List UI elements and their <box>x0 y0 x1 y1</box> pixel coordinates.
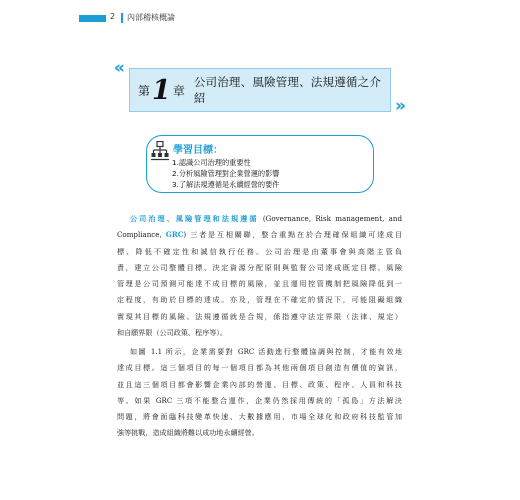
chapter-prefix: 第 <box>138 83 151 98</box>
text-line: 強等挑戰，造成組織將難以成功地永續經營。 <box>117 428 259 438</box>
running-title: 內部稽核概論 <box>127 13 175 22</box>
text-line: 管理是公司預測可能達不成目標的風險，並且運用控管機制把風險降低到一 <box>117 279 402 289</box>
text-line: Compliance, GRC) 三者是互相關聯，整合重點在於合理確保組織可達成目 <box>117 230 402 240</box>
chapter-suffix: 章 <box>172 83 185 98</box>
chapter-heading <box>129 68 391 112</box>
org-chart-icon <box>151 141 169 161</box>
header-accent-bar <box>79 15 106 22</box>
chapter-title: 公司治理、風險管理、法規遵循之介紹 <box>193 75 382 105</box>
chevron-left-icon: « <box>114 58 125 78</box>
text-line: 公司治理、風險管理和法規遵循 (Governance, Risk management, and <box>130 214 402 223</box>
chevron-right-icon: » <box>395 96 406 116</box>
text-line: 並且這三個項目都會影響企業內部的營運、目標、政策、程序、人員和科技 <box>117 379 402 389</box>
learning-objectives-box <box>146 135 374 193</box>
objective-item: 3.了解法規遵循是永續經營的要件 <box>172 180 280 189</box>
objectives-list <box>172 157 279 190</box>
text-line: 責，建立公司整體目標、決定資源分配原則與監督公司達成既定目標。風險 <box>117 262 402 272</box>
key-term-highlight: GRC <box>165 230 184 240</box>
text-line: 如圖 1.1 所示，企業需要對 GRC 活動進行整體協調與控制，才能有效地 <box>130 347 402 356</box>
text-line: 問題，將會面臨科技變革快速、大數據應用、市場全球化和政府科技監管加 <box>117 412 402 422</box>
text-line: 達成目標。這三個項目的每一個項目都為其他兩個項目創造有價值的資訊， <box>117 363 402 373</box>
objectives-title: 學習目標： <box>173 145 223 156</box>
text-line: 定程度，有助於目標的達成。亦及，管理在不確定的情況下，可能阻礙組織 <box>117 295 402 305</box>
page-number: 2 <box>110 12 116 21</box>
header-separator <box>121 13 123 23</box>
chapter-number: 1 <box>152 74 171 106</box>
text-line: 等。如果 GRC 三項不能整合運作，企業仍然採用傳統的「孤島」方法解決 <box>117 395 402 405</box>
objective-item: 1.認識公司治理的重要性 <box>172 158 251 167</box>
text-line: 實現其目標的風險。法規遵循就是合規，係指遵守法定界限（法律、規定） <box>117 311 402 321</box>
paragraph-2 <box>117 344 402 442</box>
objective-item: 2.分析風險管理對企業營運的影響 <box>172 169 280 178</box>
key-term-highlight: 公司治理、風險管理和法規遵循 <box>130 214 259 223</box>
text-line: 標、降低不確定性和誠信執行任務。公司治理是由董事會與高階主管負 <box>117 246 402 256</box>
paragraph-1 <box>117 211 402 341</box>
text-line: 和自願界限（公司政策、程序等）。 <box>117 328 227 338</box>
